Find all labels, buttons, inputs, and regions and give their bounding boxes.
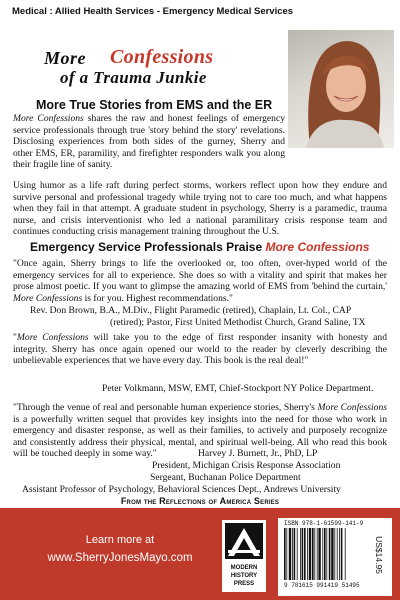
testimonial-3-attribution-2: President, Michigan Crisis Response Association: [152, 460, 341, 471]
series-name: [0, 496, 400, 506]
barcode-bar: [326, 528, 327, 580]
book-title: [28, 44, 268, 94]
barcode-bar: [312, 528, 314, 580]
footer-band: [0, 508, 400, 600]
barcode-bar: [324, 528, 326, 580]
testimonial-1-attribution-1: Rev. Don Brown, B.A., M.Div., Flight Paramedic (retired), Chaplain, Lt. Col., CAP: [30, 305, 352, 316]
testimonial-2: [13, 332, 387, 367]
learn-more-label: Learn more at: [85, 534, 155, 546]
barcode-digits: 9 781615 991419: [284, 582, 339, 589]
publisher-line-1: MODERN: [230, 565, 258, 571]
barcode-bar: [329, 528, 331, 580]
testimonial-3-attribution-3: Sergeant, Buchanan Police Department: [150, 472, 301, 483]
barcode-icon: [284, 528, 368, 580]
testimonial-1: [13, 258, 387, 304]
category-line: Medical : Allied Health Services - Emergency Medical Services: [12, 6, 294, 17]
testimonial-3-text-a: "Through the venue of real and personable human experience stories, Sherry's: [13, 402, 318, 413]
barcode-bar: [334, 528, 335, 580]
barcode-bar: [337, 528, 338, 580]
barcode-bar: [314, 528, 315, 580]
barcode-bar: [322, 528, 323, 580]
description-text-1: shares the raw and honest feelings of emergency service professionals through true 'story behind the story' revelations. Disclosing experiences from both sides of the gurney, Sherry and other EMS, ER, paramility, and firefighter responders walk you along their fragile line of sanity.: [13, 113, 285, 171]
testimonial-1-title: More Confessions: [13, 292, 83, 304]
author-portrait-icon: [288, 30, 394, 148]
barcode-bar: [339, 528, 340, 580]
barcode-bar: [297, 528, 298, 580]
title-confessions: Confessions: [110, 46, 214, 68]
isbn-number: ISBN 978-1-61599-141-9: [284, 520, 364, 527]
testimonial-1-text-a: "Once again, Sherry brings to life the overlooked or, too often, over-hyped world of the emergency services for all to experience. She does so with a vitality and spirit that makes her prose almost poetic. If you want to glimpse the amazing world of EMS from 'behind the curtain,': [13, 258, 387, 293]
author-photo: [288, 30, 394, 148]
barcode-number: [284, 582, 360, 589]
testimonial-3-title: More Confessions: [317, 402, 387, 413]
testimonial-2-text-b: will take you to the edge of first responder insanity with honesty and integrity. Sherry has once again opened our world to the reader by cleverly describing the unbelievable experiences that we have every day. This book is the real deal!": [13, 332, 388, 367]
barcode-area: [278, 518, 392, 596]
publisher-logo-icon: [222, 520, 266, 592]
testimonial-2-attribution: Peter Volkmann, MSW, EMT, Chief-Stockport NY Police Department.: [102, 383, 374, 394]
praise-heading-prefix: Emergency Service Professionals Praise: [30, 240, 266, 254]
barcode-bar: [304, 528, 306, 580]
testimonial-3-text-b: is a powerfully written sequel that provides key insights into the need for those who work in emergency and disaster response, as well as their families, to actively and purposely recognize and consistently address their physical, mental, and spiritual well-being. All who read this book will be touched deeply in some way.": [13, 413, 387, 460]
testimonial-3-attribution-4: Assistant Professor of Psychology, Behavioral Sciences Dept., Andrews University: [22, 484, 341, 495]
publisher-line-2: HISTORY: [230, 573, 258, 579]
testimonial-1-text-b: is for you. Highest recommendations.": [82, 292, 233, 304]
barcode-bar: [300, 528, 301, 580]
publisher-logo: [222, 520, 266, 592]
testimonial-1-attribution-2: (retired); Pastor, First United Methodist Church, Grand Saline, TX: [110, 317, 366, 328]
title-more: More: [44, 48, 86, 68]
testimonial-2-text-a: ": [13, 332, 17, 343]
barcode-bar: [317, 528, 318, 580]
publisher-line-3: PRESS: [233, 581, 255, 587]
barcode-bar: [292, 528, 293, 580]
barcode-bar: [318, 528, 320, 580]
barcode-bar: [302, 528, 304, 580]
barcode-bar: [309, 528, 311, 580]
description-part-1: [13, 113, 285, 171]
description-lead-title: More Confessions: [13, 113, 84, 124]
barcode-bar: [345, 528, 346, 580]
title-line-2: of a Trauma Junkie: [60, 68, 207, 87]
barcode-addon: 51495: [341, 582, 360, 589]
website-link[interactable]: www.SherryJonesMayo.com: [47, 552, 193, 564]
description-part-2: Using humor as a life raft during perfect storms, workers reflect upon how they endure and survive personal and professional tragedy while trying not to care too much, and what happens when they fail in that attempt. A graduate student in psychology, Sherry is a paramedic, trauma nurse, and crisis interventionist who led a national paramilitary crisis response team and continues conducting crisis management training throughout the U.S.: [13, 180, 387, 238]
testimonial-2-title: More Confessions: [16, 332, 89, 343]
barcode-bar: [307, 528, 308, 580]
barcode-bar: [286, 528, 287, 580]
praise-heading: [30, 240, 369, 254]
testimonial-3-attribution-1: Harvey J. Burnett, Jr., PhD, LP: [198, 448, 318, 459]
price-text: US$14.95: [374, 536, 384, 574]
barcode-bar: [289, 528, 291, 580]
subtitle: More True Stories from EMS and the ER: [36, 98, 273, 112]
barcode-bar: [284, 528, 286, 580]
series-text: From the Reflections of America Series: [120, 496, 280, 506]
praise-heading-title: More Confessions: [265, 240, 370, 254]
barcode-bar: [294, 528, 296, 580]
barcode-bar: [341, 528, 343, 580]
price-tag: [370, 524, 388, 590]
barcode-bar: [331, 528, 333, 580]
